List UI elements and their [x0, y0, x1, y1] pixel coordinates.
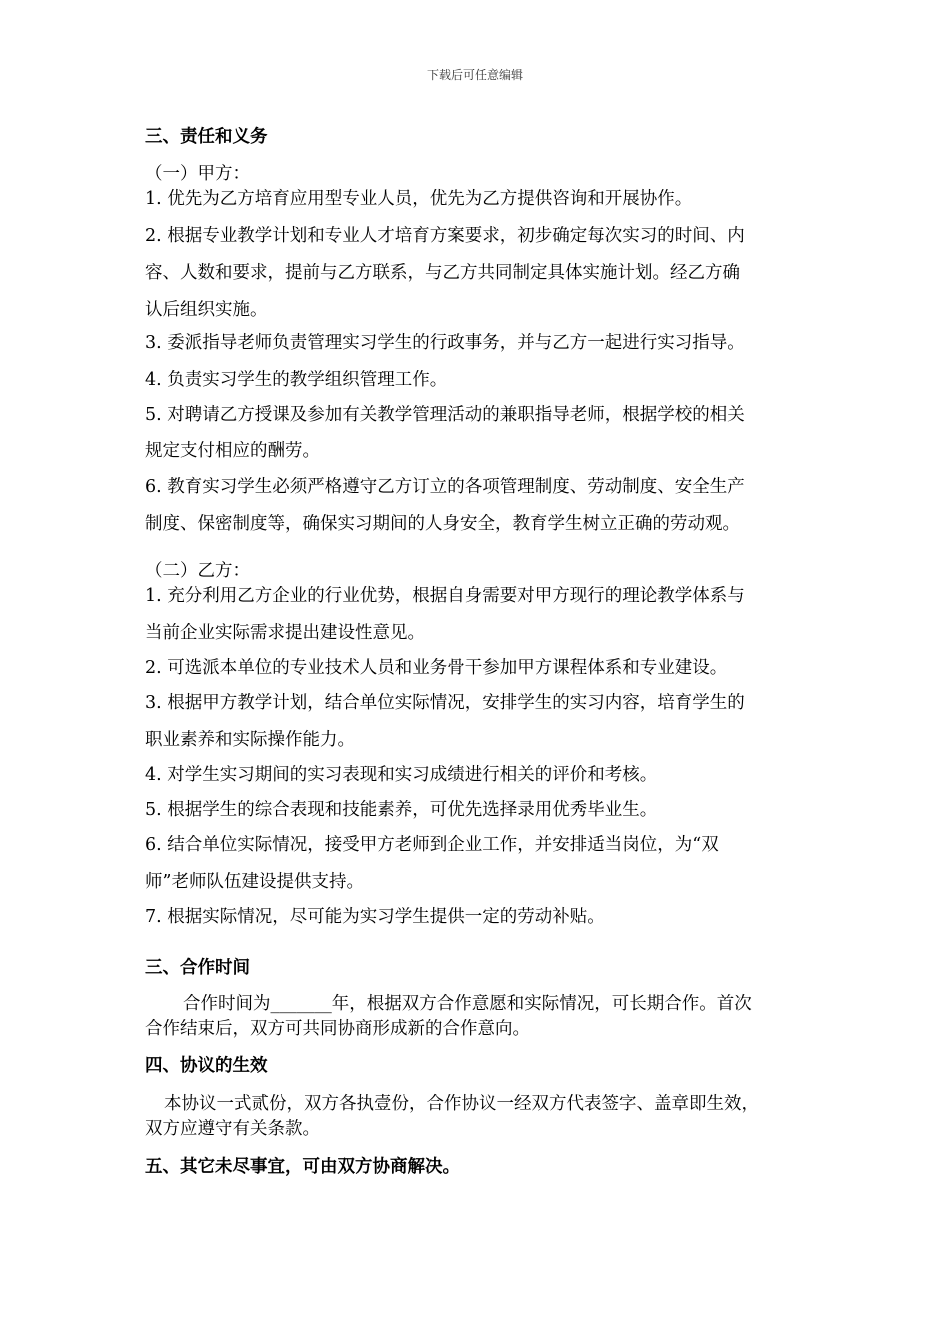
section-4-title: 四、协议的生效 [145, 1056, 268, 1076]
party-b-line: 4. 对学生实习期间的实习表现和实习成绩进行相关的评价和考核。 [145, 765, 658, 785]
header-note: 下载后可任意编辑 [426, 68, 523, 82]
party-a-line: 4. 负责实习学生的教学组织管理工作。 [145, 370, 448, 390]
party-b-line: 5. 根据学生的综合表现和技能素养，可优先选择录用优秀毕业生。 [145, 800, 658, 820]
section-time-line: 合作时间为_______年，根据双方合作意愿和实际情况，可长期合作。首次 [183, 994, 752, 1014]
party-b-line: 7. 根据实际情况，尽可能为实习学生提供一定的劳动补贴。 [145, 907, 605, 927]
party-b-label: （二）乙方： [145, 561, 250, 581]
section-4-line: 双方应遵守有关条款。 [145, 1119, 320, 1139]
party-a-line: 容、人数和要求，提前与乙方联系，与乙方共同制定具体实施计划。经乙方确 [145, 263, 740, 283]
party-a-line: 6. 教育实习学生必须严格遵守乙方订立的各项管理制度、劳动制度、安全生产 [145, 477, 745, 497]
section-3-title: 三、责任和义务 [145, 127, 268, 147]
party-b-line: 6. 结合单位实际情况，接受甲方老师到企业工作，并安排适当岗位，为“双 [145, 835, 719, 855]
party-a-line: 规定支付相应的酬劳。 [145, 441, 320, 461]
party-a-line: 5. 对聘请乙方授课及参加有关教学管理活动的兼职指导老师，根据学校的相关 [145, 405, 745, 425]
section-5-title: 五、其它未尽事宜，可由双方协商解决。 [145, 1157, 460, 1177]
party-a-line: 3. 委派指导老师负责管理实习学生的行政事务，并与乙方一起进行实习指导。 [145, 333, 745, 353]
party-b-line: 师”老师队伍建设提供支持。 [145, 872, 364, 892]
party-a-line: 认后组织实施。 [145, 300, 268, 320]
party-a-line: 2. 根据专业教学计划和专业人才培育方案要求，初步确定每次实习的时间、内 [145, 226, 745, 246]
section-time-line: 合作结束后，双方可共同协商形成新的合作意向。 [145, 1019, 530, 1039]
party-b-line: 职业素养和实际操作能力。 [145, 730, 355, 750]
party-a-line: 制度、保密制度等，确保实习期间的人身安全，教育学生树立正确的劳动观。 [145, 514, 740, 534]
section-time-title: 三、合作时间 [145, 958, 250, 978]
party-b-line: 当前企业实际需求提出建设性意见。 [145, 623, 425, 643]
party-a-label: （一）甲方： [145, 164, 250, 184]
section-4-line: 本协议一式贰份，双方各执壹份，合作协议一经双方代表签字、盖章即生效， [164, 1094, 759, 1114]
party-a-line: 1. 优先为乙方培育应用型专业人员，优先为乙方提供咨询和开展协作。 [145, 189, 693, 209]
party-b-line: 3. 根据甲方教学计划，结合单位实际情况，安排学生的实习内容，培育学生的 [145, 693, 745, 713]
party-b-line: 1. 充分利用乙方企业的行业优势，根据自身需要对甲方现行的理论教学体系与 [145, 586, 745, 606]
party-b-line: 2. 可选派本单位的专业技术人员和业务骨干参加甲方课程体系和专业建设。 [145, 658, 728, 678]
